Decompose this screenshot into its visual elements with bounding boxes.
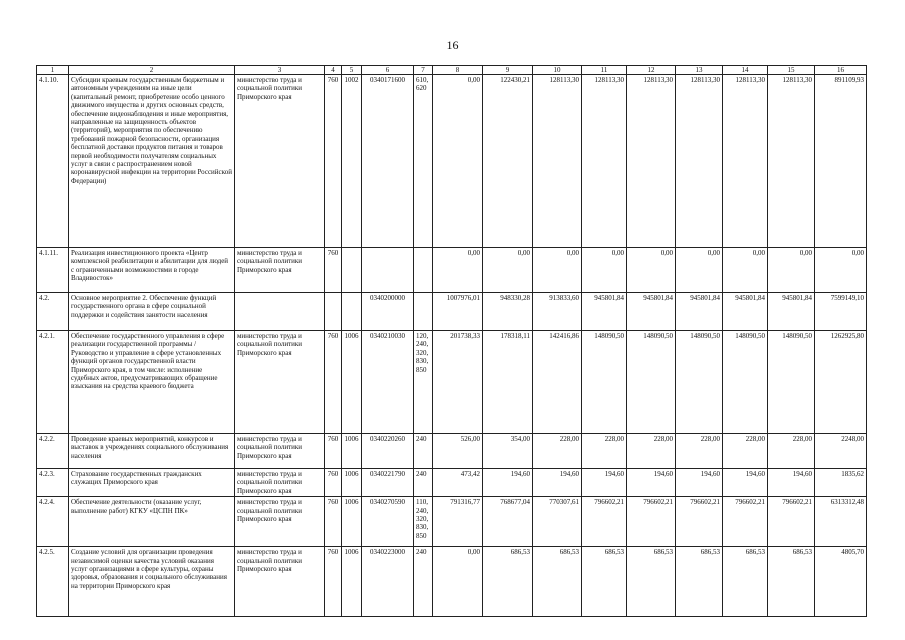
amount-col-10: 142416,86 [533,331,582,434]
amount-col-11: 0,00 [582,248,627,293]
amount-col-9: 768677,04 [483,497,533,547]
amount-col-11: 228,00 [582,434,627,469]
amount-col-14: 686,53 [723,547,768,617]
target-article-code [362,248,414,293]
amount-total: 891109,93 [815,75,867,248]
amount-col-8: 473,42 [433,469,483,497]
column-number: 15 [768,66,815,75]
grbs-code: 760 [325,469,342,497]
target-article-code: 0340223000 [362,547,414,617]
executor: министерство труда и социальной политики Приморского края [235,469,325,497]
column-number: 1 [37,66,69,75]
amount-col-14: 945801,84 [723,293,768,331]
amount-total: 4805,70 [815,547,867,617]
amount-col-9: 948330,28 [483,293,533,331]
executor: министерство труда и социальной политики Приморского края [235,248,325,293]
amount-col-8: 0,00 [433,547,483,617]
amount-col-13: 228,00 [676,434,723,469]
column-number: 5 [342,66,362,75]
amount-total: 6313312,48 [815,497,867,547]
item-name: Реализация инвестиционного проекта «Центр комплексной реабилитации и абилитации для людей с ограниченными возможностями в городе Владивосток» [69,248,235,293]
target-article-code: 0340270590 [362,497,414,547]
amount-col-13: 796602,21 [676,497,723,547]
row-id: 4.2. [37,293,69,331]
column-number: 8 [433,66,483,75]
column-number: 4 [325,66,342,75]
amount-col-13: 194,60 [676,469,723,497]
grbs-code: 760 [325,331,342,434]
amount-col-12: 128113,30 [627,75,676,248]
target-article-code: 0340220260 [362,434,414,469]
column-number: 10 [533,66,582,75]
row-id: 4.2.5. [37,547,69,617]
column-number: 3 [235,66,325,75]
amount-total: 1262925,80 [815,331,867,434]
amount-col-11: 128113,30 [582,75,627,248]
executor: министерство труда и социальной политики Приморского края [235,434,325,469]
amount-col-15: 128113,30 [768,75,815,248]
amount-col-14: 796602,21 [723,497,768,547]
amount-col-8: 791316,77 [433,497,483,547]
amount-col-8: 0,00 [433,75,483,248]
amount-col-9: 194,60 [483,469,533,497]
column-number: 6 [362,66,414,75]
item-name: Создание условий для организации проведения независимой оценки качества условий оказания услуг организациями в сфере культуры, охраны здоровья, образования и социального обслуживания на территории Приморского края [69,547,235,617]
amount-total: 1835,62 [815,469,867,497]
amount-col-14: 194,60 [723,469,768,497]
target-article-code: 0340210030 [362,331,414,434]
amount-col-13: 0,00 [676,248,723,293]
expense-type-code: 240 [414,469,433,497]
amount-col-12: 796602,21 [627,497,676,547]
section-code: 1006 [342,469,362,497]
column-number: 9 [483,66,533,75]
amount-col-11: 148090,50 [582,331,627,434]
amount-col-15: 796602,21 [768,497,815,547]
column-number: 2 [69,66,235,75]
amount-col-8: 1007976,01 [433,293,483,331]
column-number-row [37,66,867,75]
amount-col-11: 945801,84 [582,293,627,331]
amount-col-11: 194,60 [582,469,627,497]
budget-table [36,65,867,617]
amount-col-12: 148090,50 [627,331,676,434]
amount-col-12: 228,00 [627,434,676,469]
executor: министерство труда и социальной политики Приморского края [235,497,325,547]
amount-col-10: 0,00 [533,248,582,293]
amount-col-9: 122430,21 [483,75,533,248]
executor: министерство труда и социальной политики Приморского края [235,331,325,434]
table-row [37,331,867,434]
table-row [37,75,867,248]
amount-col-15: 148090,50 [768,331,815,434]
table-row [37,469,867,497]
table-row [37,497,867,547]
amount-col-15: 0,00 [768,248,815,293]
amount-col-9: 686,53 [483,547,533,617]
row-id: 4.2.3. [37,469,69,497]
section-code [342,293,362,331]
amount-col-9: 354,00 [483,434,533,469]
amount-col-15: 686,53 [768,547,815,617]
grbs-code: 760 [325,547,342,617]
amount-col-10: 228,00 [533,434,582,469]
table-row [37,547,867,617]
executor: министерство труда и социальной политики Приморского края [235,547,325,617]
column-number: 11 [582,66,627,75]
amount-col-11: 796602,21 [582,497,627,547]
amount-col-11: 686,53 [582,547,627,617]
table-row [37,248,867,293]
expense-type-code [414,293,433,331]
amount-col-13: 686,53 [676,547,723,617]
amount-total: 0,00 [815,248,867,293]
expense-type-code: 110, 240, 320, 830, 850 [414,497,433,547]
target-article-code: 0340200000 [362,293,414,331]
amount-col-8: 0,00 [433,248,483,293]
amount-col-12: 194,60 [627,469,676,497]
item-name: Проведение краевых мероприятий, конкурсов и выставок в учреждениях социального обслуживания населения [69,434,235,469]
amount-col-14: 0,00 [723,248,768,293]
column-number: 7 [414,66,433,75]
grbs-code: 760 [325,75,342,248]
row-id: 4.2.1. [37,331,69,434]
section-code [342,248,362,293]
section-code: 1002 [342,75,362,248]
amount-total: 7599149,10 [815,293,867,331]
amount-col-9: 0,00 [483,248,533,293]
section-code: 1006 [342,497,362,547]
expense-type-code [414,248,433,293]
amount-col-14: 228,00 [723,434,768,469]
amount-col-10: 128113,30 [533,75,582,248]
amount-col-13: 128113,30 [676,75,723,248]
page-number: 16 [446,38,459,52]
amount-col-15: 194,60 [768,469,815,497]
section-code: 1006 [342,434,362,469]
amount-col-15: 228,00 [768,434,815,469]
grbs-code [325,293,342,331]
table-row [37,293,867,331]
amount-col-10: 686,53 [533,547,582,617]
amount-col-10: 913833,60 [533,293,582,331]
amount-col-13: 945801,84 [676,293,723,331]
amount-col-12: 686,53 [627,547,676,617]
expense-type-code: 120, 240, 320, 830, 850 [414,331,433,434]
item-name: Основное мероприятие 2. Обеспечение функций государственного органа в сфере социальной поддержки и содействия занятости населения [69,293,235,331]
target-article-code: 0340221790 [362,469,414,497]
grbs-code: 760 [325,434,342,469]
amount-col-13: 148090,50 [676,331,723,434]
grbs-code: 760 [325,497,342,547]
section-code: 1006 [342,331,362,434]
item-name: Субсидии краевым государственным бюджетным и автономным учреждениям на иные цели (капитальный ремонт, приобретение особо ценного движимого имущества и других основных средств, обеспечение видеонаблюдения и иные мероприятия, направленные на защищенность объектов (территорий), мероприятия по обеспечению требований пожарной безопасности, организация бесплатной доставки продуктов питания и товаров первой необходимости получателям социальных услуг в связи с распространением новой коронавирусной инфекции на территории Российской Федерации) [69,75,235,248]
amount-col-12: 945801,84 [627,293,676,331]
expense-type-code: 240 [414,434,433,469]
target-article-code: 0340171600 [362,75,414,248]
item-name: Обеспечение деятельности (оказание услуг, выполнение работ) КГКУ «ЦСПН ПК» [69,497,235,547]
item-name: Обеспечение государственного управления в сфере реализации государственной программы / Руководство и управление в сфере установленных функций органов государственной власти Приморского края, в том числе: исполнение судебных актов, предусматривающих обращение взыскания на средства краевого бюджета [69,331,235,434]
row-id: 4.2.2. [37,434,69,469]
column-number: 14 [723,66,768,75]
amount-col-12: 0,00 [627,248,676,293]
expense-type-code: 610, 620 [414,75,433,248]
amount-col-8: 201738,33 [433,331,483,434]
amount-col-9: 178318,11 [483,331,533,434]
item-name: Страхование государственных гражданских служащих Приморского края [69,469,235,497]
row-id: 4.1.10. [37,75,69,248]
amount-col-8: 526,00 [433,434,483,469]
amount-col-14: 148090,50 [723,331,768,434]
column-number: 12 [627,66,676,75]
amount-col-10: 194,60 [533,469,582,497]
amount-col-15: 945801,84 [768,293,815,331]
executor: министерство труда и социальной политики Приморского края [235,75,325,248]
row-id: 4.2.4. [37,497,69,547]
expense-type-code: 240 [414,547,433,617]
column-number: 16 [815,66,867,75]
row-id: 4.1.11. [37,248,69,293]
amount-total: 2248,00 [815,434,867,469]
column-number: 13 [676,66,723,75]
amount-col-14: 128113,30 [723,75,768,248]
grbs-code: 760 [325,248,342,293]
table-row [37,434,867,469]
section-code: 1006 [342,547,362,617]
executor [235,293,325,331]
amount-col-10: 770307,61 [533,497,582,547]
